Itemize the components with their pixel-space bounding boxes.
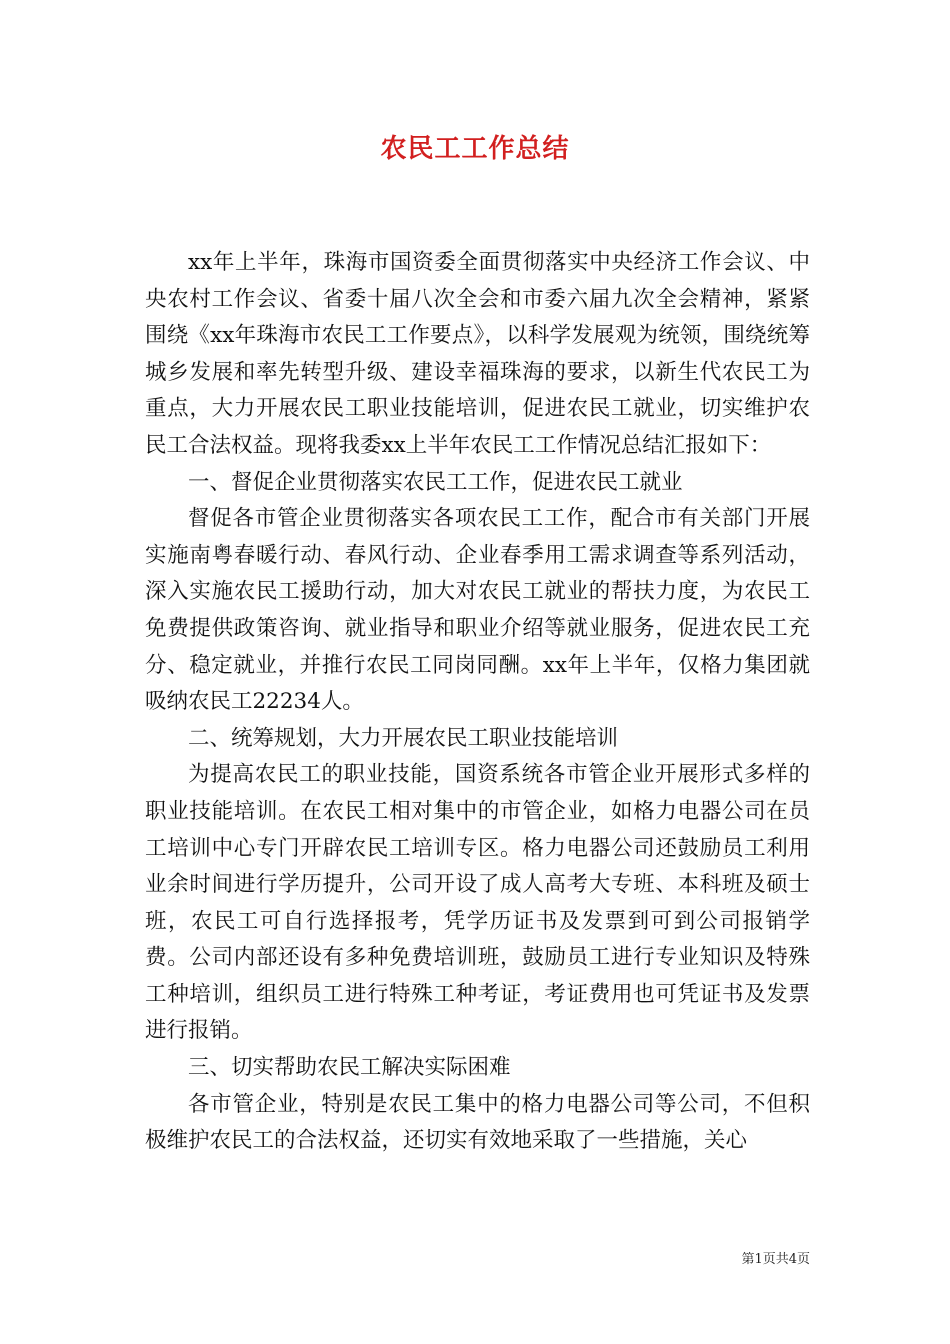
section-heading-2: 二、统筹规划，大力开展农民工职业技能培训 — [188, 725, 619, 751]
section-paragraph-2: 为提高农民工的职业技能，国资系统各市管企业开展形式多样的职业技能培训。在农民工相对集中的市管企业，如格力电器公司在员工培训中心专门开辟农民工培训专区。格力电器公司还鼓励员工利用业余时间进行学历提升，公司开设了成人高考大专班、本科班及硕士班，农民工可自行选择报考，凭学历证书及发票到可到公司报销学费。公司内部还设有多种免费培训班，鼓励员工进行专业知识及特殊工种培训，组织员工进行特殊工种考证，考证费用也可凭证书及发票进行报销。 — [145, 762, 810, 1044]
document-title: 农民工工作总结 — [380, 134, 570, 164]
document-body — [145, 245, 810, 1160]
intro-paragraph: xx年上半年，珠海市国资委全面贯彻落实中央经济工作会议、中央农村工作会议、省委十届八次全会和市委六届九次全会精神，紧紧围绕《xx年珠海市农民工工作要点》，以科学发展观为统领，围绕统筹城乡发展和率先转型升级、建设幸福珠海的要求，以新生代农民工为重点，大力开展农民工职业技能培训，促进农民工就业，切实维护农民工合法权益。现将我委xx上半年农民工工作情况总结汇报如下： — [145, 250, 810, 458]
section-heading-1: 一、督促企业贯彻落实农民工工作，促进农民工就业 — [188, 469, 683, 495]
section-heading-3: 三、切实帮助农民工解决实际困难 — [188, 1055, 511, 1081]
section-paragraph-3: 各市管企业，特别是农民工集中的格力电器公司等公司，不但积极维护农民工的合法权益，还切实有效地采取了一些措施，关心 — [145, 1091, 810, 1154]
section-paragraph-1: 督促各市管企业贯彻落实各项农民工工作，配合市有关部门开展实施南粤春暖行动、春风行动、企业春季用工需求调查等系列活动，深入实施农民工援助行动，加大对农民工就业的帮扶力度，为农民工免费提供政策咨询、就业指导和职业介绍等就业服务，促进农民工充分、稳定就业，并推行农民工同岗同酬。xx年上半年，仅格力集团就吸纳农民工22234人。 — [145, 506, 810, 715]
page-number: 第1页共4页 — [741, 1252, 810, 1267]
